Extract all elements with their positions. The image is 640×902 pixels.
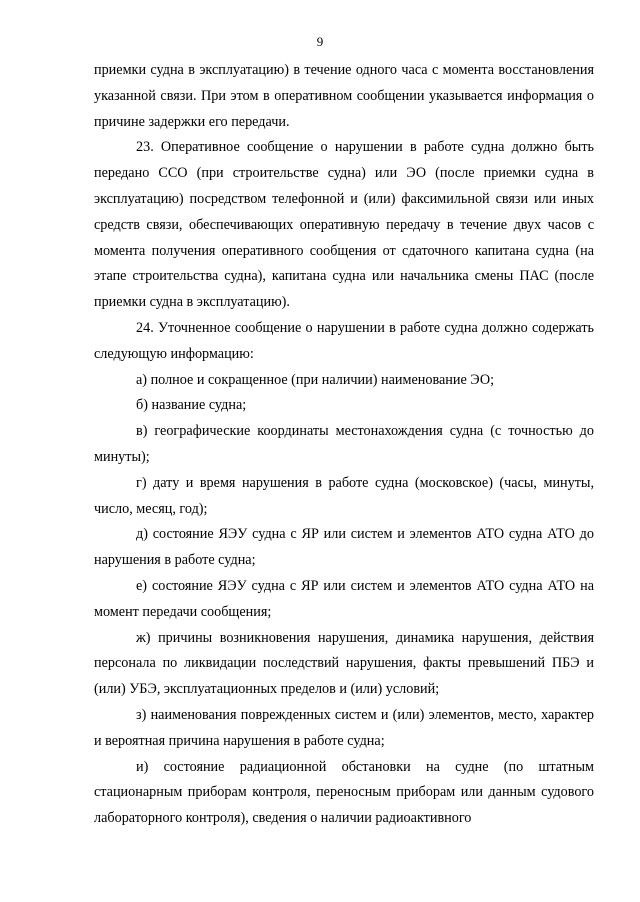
paragraph: и) состояние радиационной обстановки на судне (по штатным стационарным приборам контроля, переносным приборам или данным судового лабораторного контроля), сведения о наличии радиоактивного bbox=[94, 758, 594, 827]
document-body bbox=[94, 58, 594, 832]
paragraph: в) географические координаты местонахождения судна (с точностью до минуты); bbox=[94, 423, 594, 465]
paragraph: г) дату и время нарушения в работе судна (московское) (часы, минуты, число, месяц, год); bbox=[94, 474, 594, 517]
paragraph: 24. Уточненное сообщение о нарушении в работе судна должно содержать следующую информацию: bbox=[94, 319, 594, 362]
paragraph: ж) причины возникновения нарушения, динамика нарушения, действия персонала по ликвидации последствий нарушения, факты превышений ПБЭ и (или) УБЭ, эксплуатационных пределов и (или) условий; bbox=[94, 629, 594, 698]
page-number: 9 bbox=[316, 34, 324, 49]
paragraph: а) полное и сокращенное (при наличии) наименование ЭО; bbox=[136, 371, 495, 388]
paragraph: приемки судна в эксплуатацию) в течение одного часа с момента восстановления указанной связи. При этом в оперативном сообщении указывается информация о причине задержки его передачи. bbox=[94, 62, 594, 130]
paragraph: б) название судна; bbox=[136, 397, 247, 414]
paragraph: з) наименования поврежденных систем и (или) элементов, место, характер и вероятная причина нарушения в работе судна; bbox=[94, 706, 594, 749]
paragraph: 23. Оперативное сообщение о нарушении в работе судна должно быть передано ССО (при строительстве судна) или ЭО (после приемки судна в эксплуатацию) посредством телефонной и (или) факсимильной связи или иных средств связи, обеспечивающих оперативную передачу в течение двух часов с момента получения оперативного сообщения от сдаточного капитана судна (на этапе строительства судна), капитана судна или начальника смены ПАС (после приемки судна в эксплуатацию). bbox=[94, 139, 594, 311]
paragraph: е) состояние ЯЭУ судна с ЯР или систем и элементов АТО судна АТО на момент передачи сообщения; bbox=[94, 577, 594, 620]
paragraph: д) состояние ЯЭУ судна с ЯР или систем и элементов АТО судна АТО до нарушения в работе судна; bbox=[94, 526, 594, 569]
